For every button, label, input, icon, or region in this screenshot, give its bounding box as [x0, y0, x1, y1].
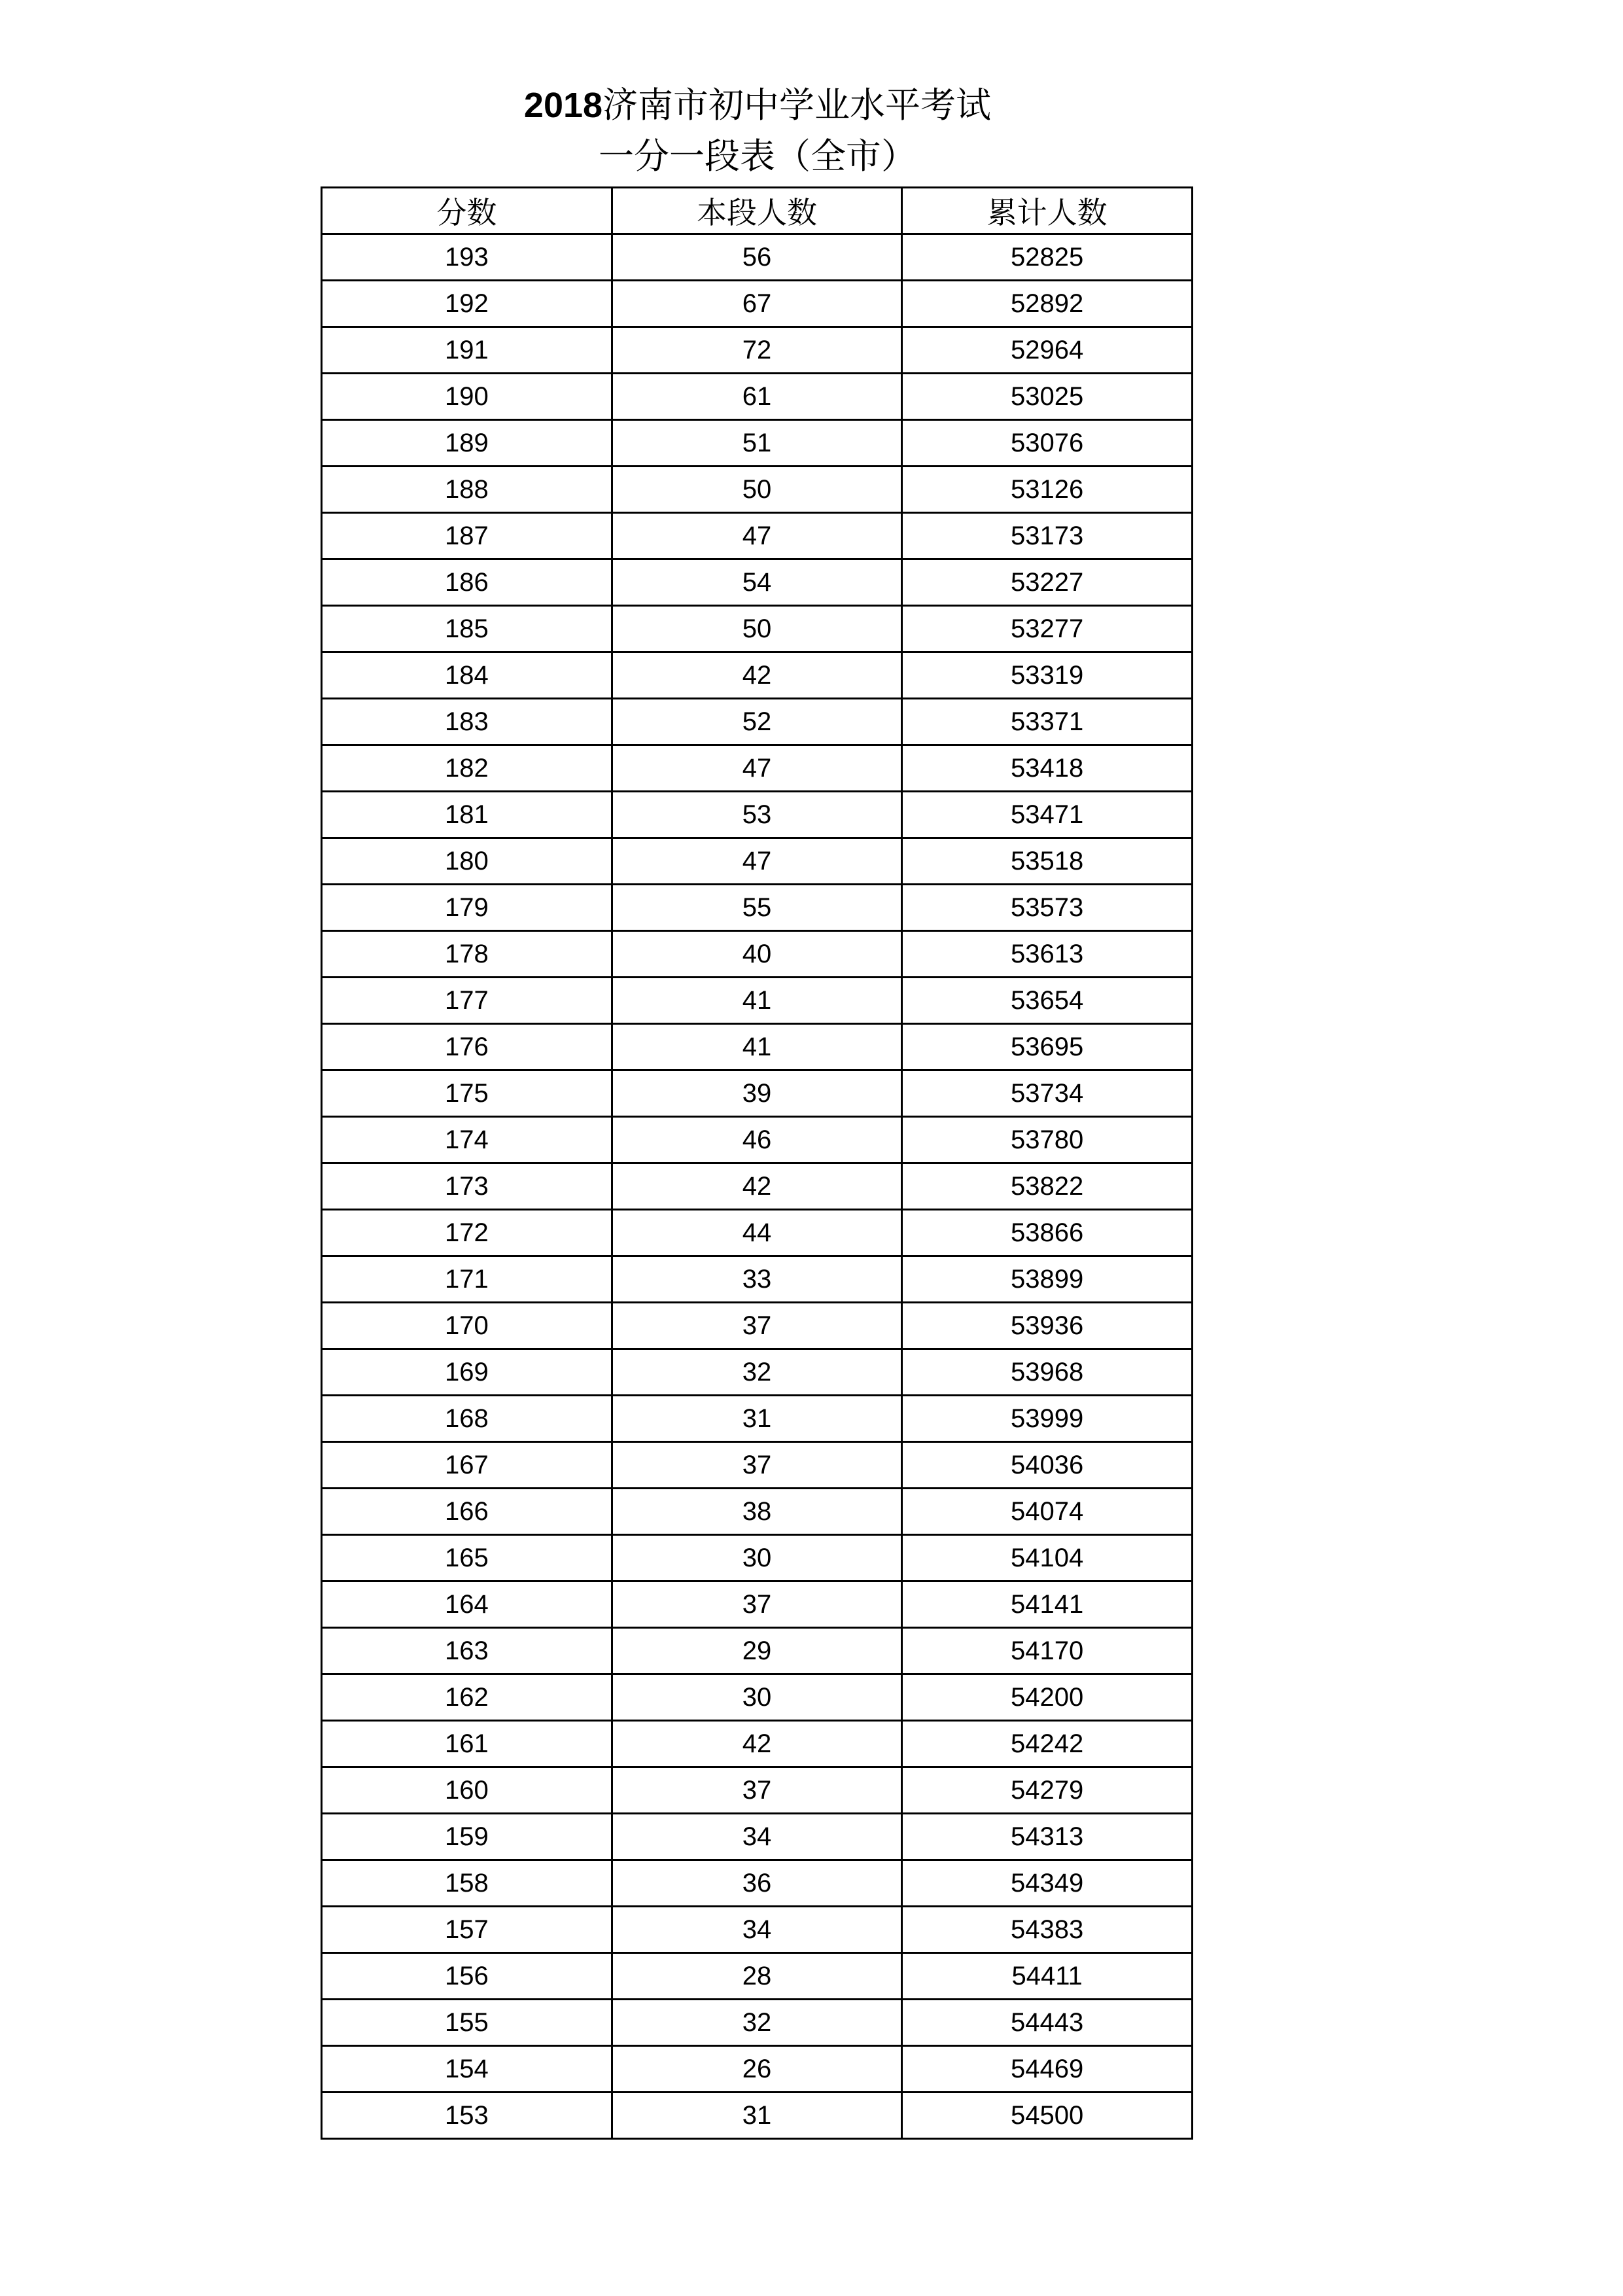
cell-segment-count: 30 — [612, 1674, 902, 1721]
cell-segment-count: 46 — [612, 1117, 902, 1163]
cell-cumulative-count: 53277 — [902, 606, 1193, 652]
cell-cumulative-count: 54200 — [902, 1674, 1193, 1721]
cell-cumulative-count: 54500 — [902, 2093, 1193, 2139]
cell-cumulative-count: 53613 — [902, 931, 1193, 978]
table-row — [322, 1535, 1193, 1581]
cell-segment-count: 51 — [612, 420, 902, 467]
cell-segment-count: 53 — [612, 792, 902, 838]
cell-cumulative-count: 54074 — [902, 1489, 1193, 1535]
cell-score: 170 — [322, 1303, 612, 1349]
cell-cumulative-count: 53173 — [902, 513, 1193, 559]
page-title — [0, 82, 1515, 128]
cell-score: 176 — [322, 1024, 612, 1070]
cell-segment-count: 67 — [612, 281, 902, 327]
cell-segment-count: 42 — [612, 652, 902, 699]
cell-score: 177 — [322, 978, 612, 1024]
cell-segment-count: 37 — [612, 1767, 902, 1814]
cell-cumulative-count: 53734 — [902, 1070, 1193, 1117]
cell-score: 174 — [322, 1117, 612, 1163]
cell-segment-count: 42 — [612, 1163, 902, 1210]
table-row — [322, 1674, 1193, 1721]
table-body — [322, 234, 1193, 2139]
cell-cumulative-count: 53025 — [902, 374, 1193, 420]
cell-score: 189 — [322, 420, 612, 467]
cell-segment-count: 72 — [612, 327, 902, 374]
cell-cumulative-count: 52892 — [902, 281, 1193, 327]
cell-segment-count: 42 — [612, 1721, 902, 1767]
header-segment-count: 本段人数 — [612, 188, 902, 234]
table-row — [322, 1070, 1193, 1117]
cell-score: 167 — [322, 1442, 612, 1489]
cell-segment-count: 44 — [612, 1210, 902, 1256]
cell-score: 188 — [322, 467, 612, 513]
table-row — [322, 420, 1193, 467]
table-row — [322, 699, 1193, 745]
cell-score: 179 — [322, 885, 612, 931]
table-row — [322, 1303, 1193, 1349]
table-row — [322, 652, 1193, 699]
cell-score: 181 — [322, 792, 612, 838]
table-row — [322, 1814, 1193, 1860]
cell-segment-count: 34 — [612, 1907, 902, 1953]
cell-score: 158 — [322, 1860, 612, 1907]
cell-cumulative-count: 52825 — [902, 234, 1193, 281]
cell-cumulative-count: 53822 — [902, 1163, 1193, 1210]
cell-score: 157 — [322, 1907, 612, 1953]
table-row — [322, 1256, 1193, 1303]
cell-cumulative-count: 53654 — [902, 978, 1193, 1024]
cell-score: 165 — [322, 1535, 612, 1581]
cell-score: 183 — [322, 699, 612, 745]
title-text: 济南市初中学业水平考试 — [602, 84, 992, 126]
cell-segment-count: 55 — [612, 885, 902, 931]
cell-score: 175 — [322, 1070, 612, 1117]
table-row — [322, 1396, 1193, 1442]
cell-segment-count: 29 — [612, 1628, 902, 1674]
table-row — [322, 745, 1193, 792]
cell-segment-count: 34 — [612, 1814, 902, 1860]
cell-segment-count: 41 — [612, 1024, 902, 1070]
table-row — [322, 2046, 1193, 2093]
cell-cumulative-count: 53573 — [902, 885, 1193, 931]
table-row — [322, 1581, 1193, 1628]
cell-cumulative-count: 54411 — [902, 1953, 1193, 2000]
cell-segment-count: 32 — [612, 1349, 902, 1396]
cell-segment-count: 54 — [612, 559, 902, 606]
cell-segment-count: 40 — [612, 931, 902, 978]
cell-score: 187 — [322, 513, 612, 559]
cell-score: 173 — [322, 1163, 612, 1210]
table-row — [322, 281, 1193, 327]
cell-segment-count: 41 — [612, 978, 902, 1024]
cell-score: 191 — [322, 327, 612, 374]
table-row — [322, 1163, 1193, 1210]
cell-cumulative-count: 53899 — [902, 1256, 1193, 1303]
table-row — [322, 838, 1193, 885]
cell-cumulative-count: 54313 — [902, 1814, 1193, 1860]
cell-segment-count: 33 — [612, 1256, 902, 1303]
cell-segment-count: 50 — [612, 467, 902, 513]
cell-segment-count: 47 — [612, 838, 902, 885]
cell-cumulative-count: 53076 — [902, 420, 1193, 467]
table-row — [322, 234, 1193, 281]
cell-score: 153 — [322, 2093, 612, 2139]
cell-segment-count: 47 — [612, 745, 902, 792]
table-row — [322, 467, 1193, 513]
cell-cumulative-count: 54242 — [902, 1721, 1193, 1767]
title-year: 2018 — [523, 86, 603, 125]
cell-score: 178 — [322, 931, 612, 978]
cell-score: 172 — [322, 1210, 612, 1256]
cell-cumulative-count: 53126 — [902, 467, 1193, 513]
cell-cumulative-count: 54349 — [902, 1860, 1193, 1907]
header-cumulative-count: 累计人数 — [902, 188, 1193, 234]
cell-cumulative-count: 53471 — [902, 792, 1193, 838]
table-row — [322, 1024, 1193, 1070]
table-row — [322, 1349, 1193, 1396]
cell-score: 161 — [322, 1721, 612, 1767]
cell-score: 154 — [322, 2046, 612, 2093]
cell-segment-count: 56 — [612, 234, 902, 281]
cell-score: 166 — [322, 1489, 612, 1535]
cell-segment-count: 26 — [612, 2046, 902, 2093]
cell-cumulative-count: 53518 — [902, 838, 1193, 885]
cell-cumulative-count: 54279 — [902, 1767, 1193, 1814]
table-row — [322, 1210, 1193, 1256]
cell-cumulative-count: 54141 — [902, 1581, 1193, 1628]
table-row — [322, 1442, 1193, 1489]
cell-segment-count: 28 — [612, 1953, 902, 2000]
table-row — [322, 374, 1193, 420]
table-row — [322, 2000, 1193, 2046]
page-subtitle: 一分一段表（全市） — [599, 135, 916, 177]
cell-score: 190 — [322, 374, 612, 420]
cell-score: 163 — [322, 1628, 612, 1674]
cell-score: 169 — [322, 1349, 612, 1396]
cell-score: 192 — [322, 281, 612, 327]
cell-score: 164 — [322, 1581, 612, 1628]
cell-segment-count: 31 — [612, 2093, 902, 2139]
cell-cumulative-count: 53319 — [902, 652, 1193, 699]
cell-segment-count: 39 — [612, 1070, 902, 1117]
cell-segment-count: 30 — [612, 1535, 902, 1581]
table-row — [322, 2093, 1193, 2139]
cell-score: 168 — [322, 1396, 612, 1442]
table-row — [322, 1721, 1193, 1767]
table-row — [322, 327, 1193, 374]
cell-score: 160 — [322, 1767, 612, 1814]
table-row — [322, 1860, 1193, 1907]
cell-score: 182 — [322, 745, 612, 792]
cell-segment-count: 31 — [612, 1396, 902, 1442]
table-header-row — [322, 188, 1193, 234]
cell-segment-count: 32 — [612, 2000, 902, 2046]
cell-segment-count: 50 — [612, 606, 902, 652]
cell-segment-count: 37 — [612, 1303, 902, 1349]
cell-score: 159 — [322, 1814, 612, 1860]
table-row — [322, 1907, 1193, 1953]
table-row — [322, 1767, 1193, 1814]
cell-score: 193 — [322, 234, 612, 281]
cell-cumulative-count: 53695 — [902, 1024, 1193, 1070]
cell-cumulative-count: 53999 — [902, 1396, 1193, 1442]
cell-cumulative-count: 54104 — [902, 1535, 1193, 1581]
cell-cumulative-count: 54036 — [902, 1442, 1193, 1489]
table-row — [322, 513, 1193, 559]
cell-cumulative-count: 53371 — [902, 699, 1193, 745]
cell-segment-count: 38 — [612, 1489, 902, 1535]
cell-cumulative-count: 54170 — [902, 1628, 1193, 1674]
cell-cumulative-count: 53227 — [902, 559, 1193, 606]
cell-cumulative-count: 54443 — [902, 2000, 1193, 2046]
cell-score: 186 — [322, 559, 612, 606]
cell-score: 185 — [322, 606, 612, 652]
cell-segment-count: 37 — [612, 1442, 902, 1489]
cell-score: 180 — [322, 838, 612, 885]
cell-score: 171 — [322, 1256, 612, 1303]
cell-segment-count: 36 — [612, 1860, 902, 1907]
table-row — [322, 792, 1193, 838]
table-row — [322, 606, 1193, 652]
cell-segment-count: 37 — [612, 1581, 902, 1628]
table-row — [322, 559, 1193, 606]
cell-cumulative-count: 52964 — [902, 327, 1193, 374]
cell-segment-count: 52 — [612, 699, 902, 745]
cell-score: 162 — [322, 1674, 612, 1721]
cell-score: 184 — [322, 652, 612, 699]
table-row — [322, 978, 1193, 1024]
cell-cumulative-count: 54383 — [902, 1907, 1193, 1953]
cell-cumulative-count: 53936 — [902, 1303, 1193, 1349]
cell-score: 155 — [322, 2000, 612, 2046]
cell-segment-count: 61 — [612, 374, 902, 420]
cell-cumulative-count: 54469 — [902, 2046, 1193, 2093]
table-row — [322, 1117, 1193, 1163]
cell-cumulative-count: 53780 — [902, 1117, 1193, 1163]
cell-score: 156 — [322, 1953, 612, 2000]
table-row — [322, 1953, 1193, 2000]
table-row — [322, 931, 1193, 978]
table-row — [322, 1489, 1193, 1535]
cell-segment-count: 47 — [612, 513, 902, 559]
header-score: 分数 — [322, 188, 612, 234]
table-row — [322, 885, 1193, 931]
cell-cumulative-count: 53418 — [902, 745, 1193, 792]
table-row — [322, 1628, 1193, 1674]
cell-cumulative-count: 53968 — [902, 1349, 1193, 1396]
cell-cumulative-count: 53866 — [902, 1210, 1193, 1256]
score-distribution-table — [321, 186, 1193, 2140]
